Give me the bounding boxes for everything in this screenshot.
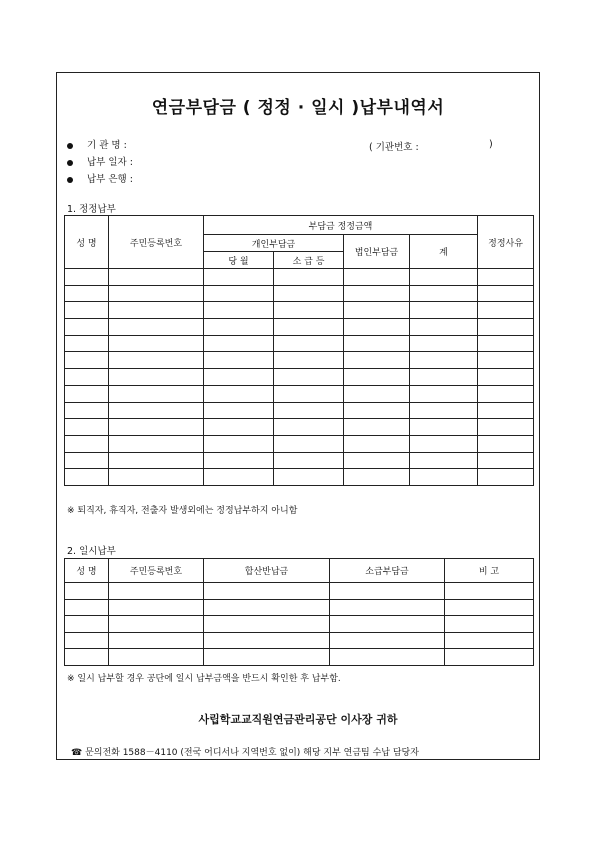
table-cell[interactable] xyxy=(65,385,109,402)
table-cell[interactable] xyxy=(204,435,274,452)
table-cell[interactable] xyxy=(344,452,410,469)
table-row xyxy=(65,335,534,352)
table-cell[interactable] xyxy=(204,385,274,402)
table-cell[interactable] xyxy=(445,583,534,600)
bullet-icon xyxy=(67,160,73,166)
table-cell[interactable] xyxy=(410,452,478,469)
table-cell[interactable] xyxy=(65,302,109,319)
header-current-month: 당 월 xyxy=(204,252,274,269)
header-combined: 합산반납금 xyxy=(204,559,330,583)
table-cell[interactable] xyxy=(330,616,445,633)
table-cell[interactable] xyxy=(344,385,410,402)
table-cell[interactable] xyxy=(204,302,274,319)
table-cell[interactable] xyxy=(274,269,344,286)
table-cell[interactable] xyxy=(109,419,204,436)
table-cell[interactable] xyxy=(109,599,204,616)
table-row xyxy=(65,452,534,469)
table-cell[interactable] xyxy=(274,302,344,319)
table-row xyxy=(65,302,534,319)
section2-title: 2. 일시납부 xyxy=(67,546,116,557)
table-cell[interactable] xyxy=(410,402,478,419)
table-cell[interactable] xyxy=(65,599,109,616)
table-cell[interactable] xyxy=(478,302,534,319)
table-cell[interactable] xyxy=(204,402,274,419)
header-personal: 개인부담금 xyxy=(204,235,344,252)
table-cell[interactable] xyxy=(274,352,344,369)
header-total: 계 xyxy=(410,235,478,269)
table-cell[interactable] xyxy=(330,599,445,616)
table-cell[interactable] xyxy=(109,352,204,369)
table-cell[interactable] xyxy=(445,632,534,649)
table-cell[interactable] xyxy=(109,469,204,486)
table-cell[interactable] xyxy=(344,419,410,436)
table-row xyxy=(65,402,534,419)
bullet-icon xyxy=(67,177,73,183)
table-cell[interactable] xyxy=(344,302,410,319)
table-cell[interactable] xyxy=(410,435,478,452)
pay-bank-label: 납부 은행 : xyxy=(87,174,133,185)
table-cell[interactable] xyxy=(204,632,330,649)
table-cell[interactable] xyxy=(109,285,204,302)
table-cell[interactable] xyxy=(274,419,344,436)
table-cell[interactable] xyxy=(109,369,204,386)
table-row xyxy=(65,419,534,436)
table-cell[interactable] xyxy=(344,369,410,386)
institution-code-close: ) xyxy=(489,139,493,150)
table-cell[interactable] xyxy=(204,335,274,352)
header-retro: 소급부담금 xyxy=(330,559,445,583)
table-cell[interactable] xyxy=(478,385,534,402)
table-cell[interactable] xyxy=(204,352,274,369)
table-cell[interactable] xyxy=(330,583,445,600)
table-row xyxy=(65,435,534,452)
table-cell[interactable] xyxy=(478,419,534,436)
institution-row xyxy=(67,137,127,151)
table-cell[interactable] xyxy=(65,335,109,352)
table-cell[interactable] xyxy=(65,285,109,302)
table-cell[interactable] xyxy=(65,369,109,386)
table-cell[interactable] xyxy=(478,269,534,286)
table-cell[interactable] xyxy=(65,352,109,369)
table-cell[interactable] xyxy=(410,319,478,336)
header-rrn: 주민등록번호 xyxy=(109,559,204,583)
section1-title: 1. 정정납부 xyxy=(67,204,116,215)
table-cell[interactable] xyxy=(109,335,204,352)
table-cell[interactable] xyxy=(204,649,330,666)
table-cell[interactable] xyxy=(410,469,478,486)
correction-table xyxy=(64,215,534,486)
header-amount-group: 부담금 정정금액 xyxy=(204,216,478,235)
table-cell[interactable] xyxy=(478,402,534,419)
table-cell[interactable] xyxy=(204,452,274,469)
table-cell[interactable] xyxy=(109,616,204,633)
table-cell[interactable] xyxy=(344,319,410,336)
table-cell[interactable] xyxy=(344,269,410,286)
table-row xyxy=(65,385,534,402)
table-cell[interactable] xyxy=(478,319,534,336)
table-row xyxy=(65,469,534,486)
table-cell[interactable] xyxy=(109,649,204,666)
table-cell[interactable] xyxy=(344,335,410,352)
header-name: 성 명 xyxy=(65,559,109,583)
header-reason: 정정사유 xyxy=(478,216,534,269)
table-cell[interactable] xyxy=(274,402,344,419)
table-cell[interactable] xyxy=(344,352,410,369)
table-cell[interactable] xyxy=(109,319,204,336)
table-cell[interactable] xyxy=(344,285,410,302)
table-cell[interactable] xyxy=(478,335,534,352)
table-cell[interactable] xyxy=(109,269,204,286)
table-row xyxy=(65,616,534,633)
table-row xyxy=(65,269,534,286)
table-cell[interactable] xyxy=(65,419,109,436)
lump-sum-table xyxy=(64,558,534,666)
table-cell[interactable] xyxy=(204,269,274,286)
table-cell[interactable] xyxy=(274,319,344,336)
table-cell[interactable] xyxy=(274,335,344,352)
table-cell[interactable] xyxy=(344,469,410,486)
institution-code xyxy=(369,139,493,153)
table-row xyxy=(65,285,534,302)
section2-note: ※ 일시 납부할 경우 공단에 일시 납부금액을 반드시 확인한 후 납부함. xyxy=(67,674,341,684)
table-row xyxy=(65,369,534,386)
table-cell[interactable] xyxy=(410,352,478,369)
table-cell[interactable] xyxy=(109,302,204,319)
table-cell[interactable] xyxy=(274,285,344,302)
table-cell[interactable] xyxy=(65,616,109,633)
institution-code-label: ( 기관번호 : xyxy=(369,142,419,153)
document-frame xyxy=(56,72,540,760)
table-cell[interactable] xyxy=(445,649,534,666)
table-cell[interactable] xyxy=(65,435,109,452)
table-cell[interactable] xyxy=(274,369,344,386)
table-cell[interactable] xyxy=(204,469,274,486)
header-retroactive: 소 급 등 xyxy=(274,252,344,269)
table-cell[interactable] xyxy=(65,649,109,666)
table-cell[interactable] xyxy=(274,385,344,402)
pay-date-row xyxy=(67,154,133,168)
bullet-icon xyxy=(67,143,73,149)
institution-label: 기 관 명 : xyxy=(87,140,127,151)
table-cell[interactable] xyxy=(65,469,109,486)
organization-name: 사립학교교직원연금관리공단 이사장 귀하 xyxy=(198,713,398,726)
table-row xyxy=(65,632,534,649)
table-cell[interactable] xyxy=(109,632,204,649)
table-cell[interactable] xyxy=(65,269,109,286)
table-cell[interactable] xyxy=(410,302,478,319)
table-cell[interactable] xyxy=(445,599,534,616)
table-cell[interactable] xyxy=(204,419,274,436)
table-cell[interactable] xyxy=(274,469,344,486)
table-cell[interactable] xyxy=(109,402,204,419)
table-cell[interactable] xyxy=(204,285,274,302)
table-cell[interactable] xyxy=(478,352,534,369)
table-cell[interactable] xyxy=(65,583,109,600)
table-row xyxy=(65,599,534,616)
table-cell[interactable] xyxy=(274,452,344,469)
table-row xyxy=(65,352,534,369)
table-cell[interactable] xyxy=(344,402,410,419)
table-cell[interactable] xyxy=(410,385,478,402)
table-cell[interactable] xyxy=(478,452,534,469)
table-cell[interactable] xyxy=(204,319,274,336)
table-cell[interactable] xyxy=(274,435,344,452)
table-cell[interactable] xyxy=(109,385,204,402)
table-cell[interactable] xyxy=(478,435,534,452)
header-rrn: 주민등록번호 xyxy=(109,216,204,269)
pay-bank-row xyxy=(67,171,133,185)
table-cell[interactable] xyxy=(330,632,445,649)
section1-note: ※ 퇴직자, 휴직자, 전출자 발생외에는 정정납부하지 아니함 xyxy=(67,506,298,516)
contact-info: ☎ 문의전화 1588－4110 (전국 어디서나 지역번호 없이) 해당 지부 연금팀 수납 담당자 xyxy=(71,748,419,758)
table-cell[interactable] xyxy=(478,469,534,486)
table-cell[interactable] xyxy=(445,616,534,633)
table-cell[interactable] xyxy=(410,269,478,286)
table-cell[interactable] xyxy=(410,285,478,302)
document-title: 연금부담금 ( 정정 · 일시 )납부내역서 xyxy=(151,98,445,118)
table-cell[interactable] xyxy=(410,369,478,386)
table-cell[interactable] xyxy=(109,435,204,452)
pay-date-label: 납부 일자 : xyxy=(87,157,133,168)
table-cell[interactable] xyxy=(330,649,445,666)
table-cell[interactable] xyxy=(410,335,478,352)
table-row xyxy=(65,649,534,666)
table-row xyxy=(65,319,534,336)
table-cell[interactable] xyxy=(204,616,330,633)
header-corporate: 법인부담금 xyxy=(344,235,410,269)
table-cell[interactable] xyxy=(204,583,330,600)
table-cell[interactable] xyxy=(410,419,478,436)
table-cell[interactable] xyxy=(65,402,109,419)
header-name: 성 명 xyxy=(65,216,109,269)
table-cell[interactable] xyxy=(478,285,534,302)
header-remarks: 비 고 xyxy=(445,559,534,583)
table-cell[interactable] xyxy=(204,369,274,386)
table-cell[interactable] xyxy=(344,435,410,452)
table-cell[interactable] xyxy=(65,452,109,469)
table-cell[interactable] xyxy=(65,319,109,336)
table-row xyxy=(65,583,534,600)
table-cell[interactable] xyxy=(478,369,534,386)
table-cell[interactable] xyxy=(204,599,330,616)
table-cell[interactable] xyxy=(109,452,204,469)
table-cell[interactable] xyxy=(65,632,109,649)
table-cell[interactable] xyxy=(109,583,204,600)
